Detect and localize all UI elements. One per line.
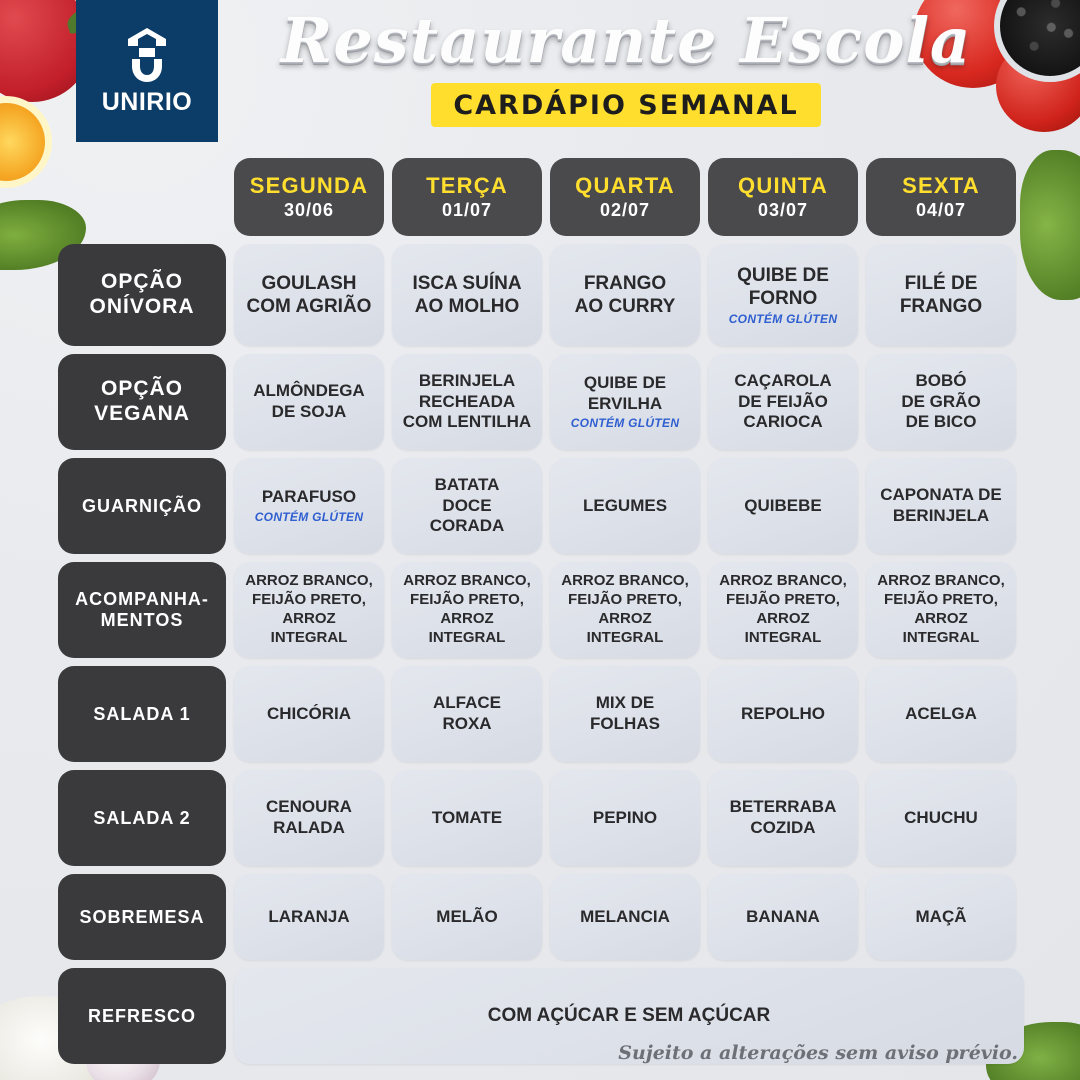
row-label-sobremesa: SOBREMESA bbox=[58, 874, 226, 960]
menu-cell bbox=[234, 666, 384, 762]
menu-cell bbox=[392, 244, 542, 346]
table-header-row bbox=[58, 158, 1024, 236]
day-header-quinta bbox=[708, 158, 858, 236]
menu-line: COZIDA bbox=[750, 818, 816, 837]
menu-line: REPOLHO bbox=[740, 703, 826, 723]
menu-cell bbox=[392, 354, 542, 450]
menu-line: FEIJÃO PRETO, bbox=[726, 591, 840, 609]
menu-line: ARROZ INTEGRAL bbox=[270, 610, 348, 646]
menu-line: CAÇAROLA bbox=[734, 370, 832, 390]
menu-line: MAÇÃ bbox=[915, 906, 967, 926]
menu-cell bbox=[866, 354, 1016, 450]
page-title: Restaurante Escola bbox=[280, 4, 972, 77]
gluten-note: CONTÉM GLÚTEN bbox=[728, 311, 838, 326]
menu-line: ISCA SUÍNA bbox=[412, 272, 522, 294]
menu-line: BERINJELA bbox=[892, 506, 990, 525]
menu-line: BETERRABA bbox=[729, 797, 837, 817]
menu-line: ALMÔNDEGA bbox=[253, 381, 365, 401]
menu-line: FOLHAS bbox=[590, 714, 660, 733]
menu-line: ARROZ BRANCO, bbox=[561, 572, 689, 590]
menu-line: MIX DE bbox=[595, 693, 655, 713]
menu-cell bbox=[392, 458, 542, 554]
gluten-note: CONTÉM GLÚTEN bbox=[254, 510, 364, 525]
menu-line: DE BICO bbox=[905, 412, 977, 432]
menu-line: LARANJA bbox=[268, 906, 350, 926]
menu-cell bbox=[708, 354, 858, 450]
menu-line: BANANA bbox=[746, 906, 820, 926]
day-name: QUARTA bbox=[575, 173, 675, 198]
menu-line: FRANGO bbox=[583, 272, 667, 294]
day-date: 01/07 bbox=[441, 200, 493, 220]
row-label-line2: ONÍVORA bbox=[89, 295, 195, 318]
menu-cell bbox=[234, 562, 384, 658]
menu-line: ARROZ INTEGRAL bbox=[744, 610, 822, 646]
menu-line: PARAFUSO bbox=[261, 487, 357, 507]
menu-line: CORADA bbox=[429, 516, 505, 536]
row-label-opcao-vegana bbox=[58, 354, 226, 450]
menu-line: DE FEIJÃO bbox=[738, 391, 828, 411]
menu-line: QUIBE DE bbox=[737, 264, 829, 286]
header-corner-spacer bbox=[58, 158, 226, 236]
menu-cell bbox=[866, 666, 1016, 762]
menu-cell bbox=[550, 458, 700, 554]
menu-cell bbox=[550, 244, 700, 346]
menu-line: ARROZ BRANCO, bbox=[245, 572, 373, 590]
menu-line: MELÃO bbox=[436, 906, 498, 926]
day-name: SEGUNDA bbox=[249, 173, 369, 198]
day-date: 02/07 bbox=[599, 200, 651, 220]
row-label-acompanhamentos bbox=[58, 562, 226, 658]
row-label-salada-1: SALADA 1 bbox=[58, 666, 226, 762]
menu-cell bbox=[392, 666, 542, 762]
unirio-crest-icon bbox=[120, 26, 174, 84]
menu-line: FILÉ DE bbox=[904, 272, 978, 294]
menu-line: CENOURA bbox=[266, 797, 352, 817]
menu-line: QUIBEBE bbox=[744, 495, 822, 515]
day-header-sexta bbox=[866, 158, 1016, 236]
subtitle-badge: CARDÁPIO SEMANAL bbox=[431, 83, 820, 127]
row-label-line1: ACOMPANHA- bbox=[75, 588, 209, 609]
table-row-acompanhamentos bbox=[58, 562, 1024, 658]
menu-line: RECHEADA bbox=[418, 391, 516, 411]
menu-line: ARROZ BRANCO, bbox=[719, 572, 847, 590]
menu-line: AO CURRY bbox=[574, 296, 676, 317]
menu-cell bbox=[234, 244, 384, 346]
menu-line: ARROZ INTEGRAL bbox=[902, 610, 980, 646]
menu-cell bbox=[866, 562, 1016, 658]
gluten-note: CONTÉM GLÚTEN bbox=[570, 416, 680, 431]
menu-line: ARROZ INTEGRAL bbox=[586, 610, 664, 646]
menu-line: FEIJÃO PRETO, bbox=[884, 591, 998, 609]
menu-line: BOBÓ bbox=[915, 370, 967, 390]
row-label-line2: VEGANA bbox=[94, 402, 190, 425]
refresco-value-cell: COM AÇÚCAR E SEM AÇÚCAR bbox=[234, 968, 1024, 1064]
menu-cell bbox=[708, 666, 858, 762]
menu-line: CHUCHU bbox=[904, 807, 978, 827]
menu-cell bbox=[234, 770, 384, 866]
unirio-logo-text: UNIRIO bbox=[101, 87, 193, 116]
menu-line: ARROZ INTEGRAL bbox=[428, 610, 506, 646]
menu-line: QUIBE DE bbox=[583, 372, 667, 392]
day-date: 04/07 bbox=[915, 200, 967, 220]
menu-line: ARROZ BRANCO, bbox=[877, 572, 1005, 590]
menu-line: BATATA bbox=[434, 474, 500, 494]
menu-cell bbox=[234, 874, 384, 960]
menu-cell bbox=[708, 458, 858, 554]
menu-line: FEIJÃO PRETO, bbox=[568, 591, 682, 609]
menu-cell bbox=[866, 458, 1016, 554]
row-label-guarnicao: GUARNIÇÃO bbox=[58, 458, 226, 554]
menu-cell bbox=[392, 770, 542, 866]
menu-cell bbox=[708, 874, 858, 960]
menu-line: ERVILHA bbox=[587, 393, 663, 413]
menu-line: ROXA bbox=[442, 714, 492, 733]
menu-line: COM LENTILHA bbox=[402, 412, 532, 432]
title-block bbox=[232, 4, 1020, 127]
day-name: TERÇA bbox=[426, 173, 508, 198]
menu-line: TOMATE bbox=[431, 807, 503, 827]
unirio-logo bbox=[76, 0, 218, 142]
table-row-opcao-vegana bbox=[58, 354, 1024, 450]
menu-line: RALADA bbox=[273, 818, 345, 837]
menu-cell bbox=[550, 354, 700, 450]
menu-line: CARIOCA bbox=[743, 412, 823, 432]
menu-cell bbox=[392, 562, 542, 658]
menu-line: DE SOJA bbox=[271, 402, 347, 421]
footnote: Sujeito a alterações sem aviso prévio. bbox=[618, 1042, 1018, 1064]
menu-line: MELANCIA bbox=[580, 906, 670, 926]
menu-line: PEPINO bbox=[592, 807, 658, 827]
menu-line: BERINJELA bbox=[418, 370, 516, 390]
menu-line: CAPONATA DE bbox=[880, 485, 1002, 505]
menu-line: ACELGA bbox=[905, 703, 977, 723]
row-label-line2: MENTOS bbox=[100, 610, 184, 630]
table-row-opcao-onivora bbox=[58, 244, 1024, 346]
menu-line: DOCE bbox=[442, 495, 492, 515]
table-row-guarnicao bbox=[58, 458, 1024, 554]
menu-line: CHICÓRIA bbox=[266, 703, 352, 723]
table-row-sobremesa bbox=[58, 874, 1024, 960]
menu-cell bbox=[550, 874, 700, 960]
page-header bbox=[0, 0, 1080, 150]
row-label-line1: OPÇÃO bbox=[100, 377, 183, 401]
day-name: SEXTA bbox=[902, 173, 980, 198]
menu-line: DE GRÃO bbox=[901, 391, 981, 411]
day-date: 03/07 bbox=[757, 200, 809, 220]
table-row-salada-2 bbox=[58, 770, 1024, 866]
day-date: 30/06 bbox=[283, 200, 335, 220]
menu-cell bbox=[550, 562, 700, 658]
menu-cell bbox=[866, 874, 1016, 960]
menu-line: FRANGO bbox=[899, 296, 983, 317]
menu-line: FEIJÃO PRETO, bbox=[252, 591, 366, 609]
menu-cell bbox=[708, 770, 858, 866]
menu-line: FEIJÃO PRETO, bbox=[410, 591, 524, 609]
menu-line: ARROZ BRANCO, bbox=[403, 572, 531, 590]
menu-line: AO MOLHO bbox=[414, 296, 520, 317]
menu-line: FORNO bbox=[748, 287, 818, 309]
menu-cell bbox=[866, 770, 1016, 866]
menu-line: ALFACE bbox=[433, 693, 501, 713]
menu-line: LEGUMES bbox=[582, 495, 668, 515]
menu-cell bbox=[392, 874, 542, 960]
day-name: QUINTA bbox=[738, 173, 828, 198]
menu-cell bbox=[234, 354, 384, 450]
weekly-menu-table bbox=[58, 158, 1024, 1064]
table-row-salada-1 bbox=[58, 666, 1024, 762]
menu-cell bbox=[708, 244, 858, 346]
day-header-terca bbox=[392, 158, 542, 236]
menu-cell bbox=[866, 244, 1016, 346]
day-header-quarta bbox=[550, 158, 700, 236]
row-label-opcao-onivora bbox=[58, 244, 226, 346]
row-label-line1: OPÇÃO bbox=[100, 270, 183, 294]
menu-cell bbox=[234, 458, 384, 554]
row-label-refresco: REFRESCO bbox=[58, 968, 226, 1064]
menu-cell bbox=[550, 770, 700, 866]
menu-cell bbox=[550, 666, 700, 762]
day-header-segunda bbox=[234, 158, 384, 236]
menu-line: COM AGRIÃO bbox=[246, 296, 372, 317]
row-label-salada-2: SALADA 2 bbox=[58, 770, 226, 866]
menu-cell bbox=[708, 562, 858, 658]
menu-line: GOULASH bbox=[261, 272, 357, 294]
